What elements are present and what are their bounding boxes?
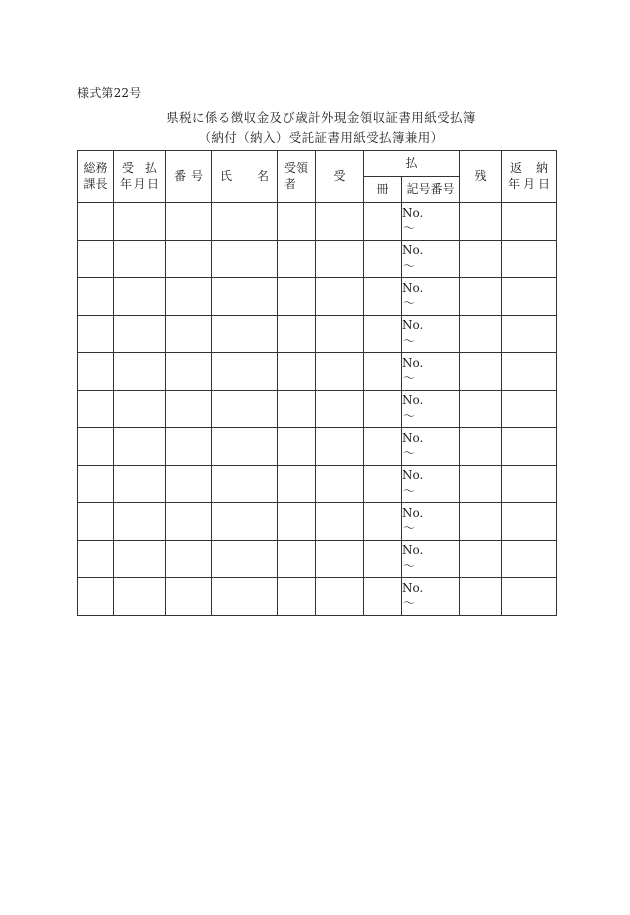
ledger-cell[interactable] xyxy=(502,540,557,578)
ledger-cell[interactable] xyxy=(166,465,212,503)
ledger-cell[interactable] xyxy=(316,353,364,391)
ledger-cell[interactable] xyxy=(166,578,212,616)
ledger-cell[interactable] xyxy=(278,540,316,578)
ledger-cell[interactable] xyxy=(278,428,316,466)
ledger-cell[interactable] xyxy=(502,203,557,241)
header-text: 返 xyxy=(510,160,523,175)
serial-range-mark: ～ xyxy=(403,221,416,236)
ledger-cell[interactable] xyxy=(460,390,502,428)
ledger-cell[interactable] xyxy=(278,278,316,316)
serial-no-label: No. xyxy=(402,543,424,558)
ledger-cell[interactable] xyxy=(166,540,212,578)
ledger-cell[interactable] xyxy=(502,578,557,616)
ledger-cell[interactable] xyxy=(278,465,316,503)
table-row xyxy=(78,353,557,391)
ledger-cell[interactable] xyxy=(114,503,166,541)
ledger-cell[interactable] xyxy=(114,240,166,278)
serial-number-cell[interactable] xyxy=(402,278,460,316)
ledger-cell[interactable] xyxy=(78,540,114,578)
ledger-cell[interactable] xyxy=(78,465,114,503)
serial-number-cell[interactable] xyxy=(402,203,460,241)
ledger-cell[interactable] xyxy=(316,315,364,353)
ledger-cell[interactable] xyxy=(166,278,212,316)
serial-range-mark: ～ xyxy=(403,558,416,573)
table-row xyxy=(78,578,557,616)
document-title: 県税に係る徴収金及び歳計外現金領収証書用紙受払簿 xyxy=(166,110,476,125)
ledger-cell[interactable] xyxy=(114,315,166,353)
header-henno-date xyxy=(502,151,557,203)
ledger-cell[interactable] xyxy=(364,240,402,278)
ledger-cell[interactable] xyxy=(212,390,278,428)
header-harai: 払 xyxy=(364,151,460,177)
header-text: 納 xyxy=(536,160,549,175)
ledger-cell[interactable] xyxy=(502,315,557,353)
header-text: 号 xyxy=(190,168,203,183)
ledger-cell[interactable] xyxy=(460,428,502,466)
serial-number-cell[interactable] xyxy=(402,240,460,278)
ledger-cell[interactable] xyxy=(212,278,278,316)
ledger-cell[interactable] xyxy=(502,390,557,428)
ledger-cell[interactable] xyxy=(364,578,402,616)
ledger-cell[interactable] xyxy=(316,390,364,428)
ledger-cell[interactable] xyxy=(166,428,212,466)
ledger-cell[interactable] xyxy=(78,353,114,391)
serial-range-mark: ～ xyxy=(403,521,416,536)
ledger-cell[interactable] xyxy=(114,203,166,241)
ledger-cell[interactable] xyxy=(364,540,402,578)
serial-no-label: No. xyxy=(402,205,424,220)
table-row xyxy=(78,203,557,241)
table-row xyxy=(78,240,557,278)
ledger-cell[interactable] xyxy=(166,315,212,353)
serial-range-mark: ～ xyxy=(403,258,416,273)
header-zan: 残 xyxy=(460,151,502,203)
ledger-cell[interactable] xyxy=(78,240,114,278)
serial-number-cell[interactable] xyxy=(402,465,460,503)
header-text: 名 xyxy=(256,168,269,183)
ledger-cell[interactable] xyxy=(460,503,502,541)
ledger-cell[interactable] xyxy=(364,315,402,353)
ledger-cell[interactable] xyxy=(278,578,316,616)
ledger-cell[interactable] xyxy=(166,240,212,278)
header-somu-kacho xyxy=(78,151,114,203)
serial-no-label: No. xyxy=(402,468,424,483)
header-text: 総務 xyxy=(83,160,108,175)
ledger-cell[interactable] xyxy=(212,540,278,578)
header-text: 受領 xyxy=(284,160,309,175)
ledger-cell[interactable] xyxy=(114,428,166,466)
header-text: 者 xyxy=(284,176,297,191)
ledger-cell[interactable] xyxy=(278,503,316,541)
ledger-cell[interactable] xyxy=(460,578,502,616)
ledger-cell[interactable] xyxy=(502,465,557,503)
ledger-cell[interactable] xyxy=(316,540,364,578)
ledger-cell[interactable] xyxy=(212,203,278,241)
header-kigo-bango: 記号番号 xyxy=(402,177,460,203)
serial-no-label: No. xyxy=(402,505,424,520)
serial-range-mark: ～ xyxy=(403,371,416,386)
ledger-cell[interactable] xyxy=(212,240,278,278)
ledger-cell[interactable] xyxy=(212,465,278,503)
ledger-cell[interactable] xyxy=(78,428,114,466)
table-row xyxy=(78,503,557,541)
form-number: 様式第22号 xyxy=(77,86,142,100)
ledger-table xyxy=(77,150,557,616)
ledger-cell[interactable] xyxy=(166,503,212,541)
header-text: 年 xyxy=(508,176,521,191)
serial-range-mark: ～ xyxy=(403,333,416,348)
serial-number-cell[interactable] xyxy=(402,540,460,578)
ledger-cell[interactable] xyxy=(278,203,316,241)
ledger-cell[interactable] xyxy=(364,465,402,503)
ledger-cell[interactable] xyxy=(316,428,364,466)
ledger-cell[interactable] xyxy=(166,390,212,428)
header-text: 日 xyxy=(146,176,159,191)
ledger-cell[interactable] xyxy=(364,353,402,391)
ledger-cell[interactable] xyxy=(212,315,278,353)
ledger-cell[interactable] xyxy=(460,540,502,578)
ledger-cell[interactable] xyxy=(78,578,114,616)
ledger-cell[interactable] xyxy=(78,203,114,241)
ledger-cell[interactable] xyxy=(502,353,557,391)
serial-number-cell[interactable] xyxy=(402,503,460,541)
ledger-cell[interactable] xyxy=(114,540,166,578)
ledger-cell[interactable] xyxy=(502,278,557,316)
ledger-cell[interactable] xyxy=(78,390,114,428)
header-juryosha xyxy=(278,151,316,203)
header-shimei xyxy=(212,151,278,203)
ledger-cell[interactable] xyxy=(278,315,316,353)
table-row xyxy=(78,315,557,353)
ledger-cell[interactable] xyxy=(78,278,114,316)
ledger-cell[interactable] xyxy=(460,278,502,316)
ledger-cell[interactable] xyxy=(166,353,212,391)
serial-number-cell[interactable] xyxy=(402,578,460,616)
document-subtitle: （納付（納入）受託証書用紙受払簿兼用） xyxy=(198,130,444,145)
ledger-cell[interactable] xyxy=(460,240,502,278)
serial-no-label: No. xyxy=(402,355,424,370)
serial-range-mark: ～ xyxy=(403,446,416,461)
ledger-cell[interactable] xyxy=(212,353,278,391)
header-text: 月 xyxy=(133,176,146,191)
header-text: 番 xyxy=(174,168,187,183)
ledger-cell[interactable] xyxy=(502,240,557,278)
ledger-cell[interactable] xyxy=(460,465,502,503)
header-ukeharai-date xyxy=(114,151,166,203)
serial-number-cell[interactable] xyxy=(402,353,460,391)
ledger-cell[interactable] xyxy=(212,578,278,616)
ledger-cell[interactable] xyxy=(316,465,364,503)
serial-range-mark: ～ xyxy=(403,483,416,498)
ledger-cell[interactable] xyxy=(316,278,364,316)
header-text: 年 xyxy=(120,176,133,191)
ledger-cell[interactable] xyxy=(114,353,166,391)
header-text: 月 xyxy=(523,176,536,191)
header-row xyxy=(78,151,557,177)
table-row xyxy=(78,390,557,428)
serial-no-label: No. xyxy=(402,280,424,295)
serial-no-label: No. xyxy=(402,318,424,333)
header-uke: 受 xyxy=(316,151,364,203)
table-row xyxy=(78,540,557,578)
ledger-cell[interactable] xyxy=(212,503,278,541)
header-satsu: 冊 xyxy=(364,177,402,203)
ledger-cell[interactable] xyxy=(316,240,364,278)
ledger-cell[interactable] xyxy=(364,203,402,241)
serial-range-mark: ～ xyxy=(403,408,416,423)
header-bango xyxy=(166,151,212,203)
ledger-cell[interactable] xyxy=(460,315,502,353)
ledger-cell[interactable] xyxy=(278,353,316,391)
ledger-cell[interactable] xyxy=(278,390,316,428)
ledger-cell[interactable] xyxy=(278,240,316,278)
ledger-cell[interactable] xyxy=(460,203,502,241)
ledger-cell[interactable] xyxy=(78,503,114,541)
serial-number-cell[interactable] xyxy=(402,390,460,428)
serial-number-cell[interactable] xyxy=(402,428,460,466)
table-row xyxy=(78,465,557,503)
serial-no-label: No. xyxy=(402,430,424,445)
ledger-cell[interactable] xyxy=(78,315,114,353)
ledger-cell[interactable] xyxy=(364,503,402,541)
ledger-cell[interactable] xyxy=(364,428,402,466)
ledger-cell[interactable] xyxy=(502,428,557,466)
ledger-cell[interactable] xyxy=(316,203,364,241)
serial-number-cell[interactable] xyxy=(402,315,460,353)
ledger-cell[interactable] xyxy=(114,278,166,316)
serial-range-mark: ～ xyxy=(403,296,416,311)
header-text: 課長 xyxy=(83,176,108,191)
header-text: 受 xyxy=(122,160,135,175)
ledger-cell[interactable] xyxy=(364,390,402,428)
ledger-cell[interactable] xyxy=(114,578,166,616)
serial-range-mark: ～ xyxy=(403,596,416,611)
ledger-cell[interactable] xyxy=(166,203,212,241)
header-text: 日 xyxy=(537,176,550,191)
ledger-cell[interactable] xyxy=(114,465,166,503)
serial-no-label: No. xyxy=(402,580,424,595)
ledger-cell[interactable] xyxy=(460,353,502,391)
ledger-cell[interactable] xyxy=(114,390,166,428)
ledger-cell[interactable] xyxy=(316,503,364,541)
ledger-cell[interactable] xyxy=(316,578,364,616)
ledger-cell[interactable] xyxy=(502,503,557,541)
serial-no-label: No. xyxy=(402,243,424,258)
serial-no-label: No. xyxy=(402,393,424,408)
header-text: 払 xyxy=(144,160,157,175)
ledger-cell[interactable] xyxy=(212,428,278,466)
ledger-cell[interactable] xyxy=(364,278,402,316)
table-row xyxy=(78,428,557,466)
header-text: 氏 xyxy=(220,168,233,183)
table-row xyxy=(78,278,557,316)
